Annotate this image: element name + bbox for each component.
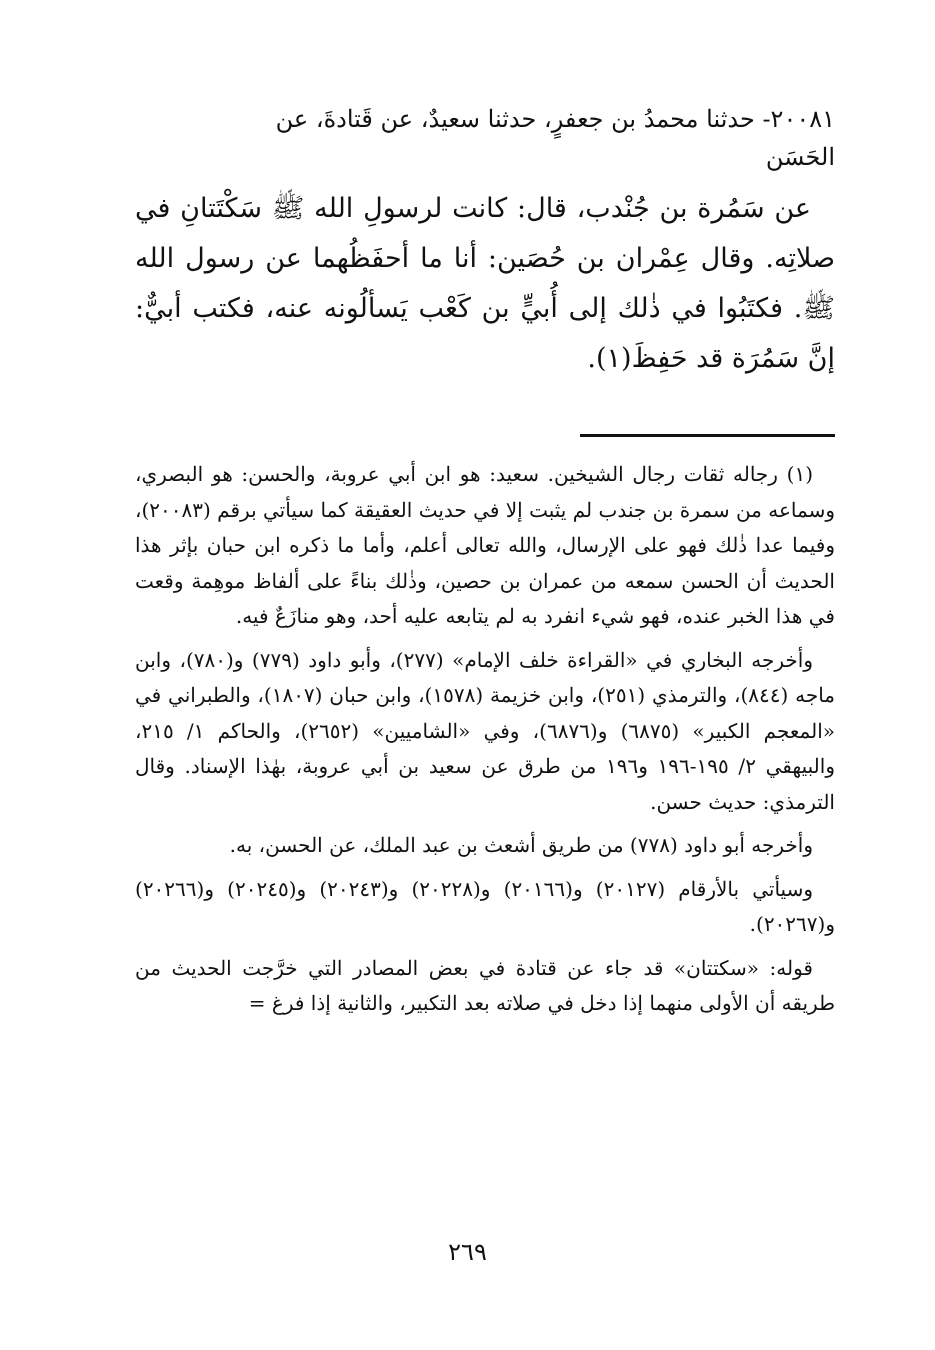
footnotes	[135, 457, 835, 1022]
footnote-divider	[580, 434, 835, 437]
footnote-paragraph: وأخرجه البخاري في «القراءة خلف الإمام» (٢٧٧)، وأبو داود (٧٧٩) و(٧٨٠)، وابن ماجه (٨٤٤)، والترمذي (٢٥١)، وابن خزيمة (١٥٧٨)، وابن حبان (١٨٠٧)، والطبراني في «المعجم الكبير» (٦٨٧٥) و(٦٨٧٦)، وفي «الشاميين» (٢٦٥٢)، والحاكم ١/ ٢١٥، والبيهقي ٢/ ١٩٥-١٩٦ و١٩٦ من طرق عن سعيد بن أبي عروبة، بهٰذا الإسناد. وقال الترمذي: حديث حسن.	[135, 647, 836, 814]
page-number: ٢٦٩	[448, 1238, 487, 1266]
hadith-isnad-end: الحَسَن	[765, 143, 835, 171]
footnote-paragraph: وسيأتي بالأرقام (٢٠١٢٧) و(٢٠١٦٦) و(٢٠٢٢٨) و(٢٠٢٤٣) و(٢٠٢٤٥) و(٢٠٢٦٦) و(٢٠٢٦٧).	[135, 876, 835, 936]
hadith-isnad: ٢٠٠٨١- حدثنا محمدُ بن جعفرٍ، حدثنا سعيدٌ، عن قَتادةَ، عن	[275, 105, 835, 133]
footnote-paragraph: قوله: «سكتتان» قد جاء عن قتادة في بعض المصادر التي خرَّجت الحديث من طريقه أن الأولى منهما إذا دخل في صلاته بعد التكبير، والثانية إذا فرغ =	[135, 955, 835, 1015]
footnote-paragraph: وأخرجه أبو داود (٧٧٨) من طريق أشعث بن عبد الملك، عن الحسن، به.	[229, 833, 813, 857]
hadith-text: عن سَمُرة بن جُنْدب، قال: كانت لرسولِ الله ﷺ سَكْتَتانِ في صلاتِه. وقال عِمْران بن حُصَين: أنا ما أحفَظُهما عن رسول الله ﷺ. فكتَبُوا في ذٰلك إلى أُبيٍّ بن كَعْب يَسألُونه عنه، فكتب أبيٌّ: إنَّ سَمُرَة قد حَفِظَ(١).	[135, 193, 835, 374]
footnote-paragraph: (١) رجاله ثقات رجال الشيخين. سعيد: هو ابن أبي عروبة، والحسن: هو البصري، وسماعه من سمرة بن جندب لم يثبت إلا في حديث العقيقة كما سيأتي برقم (٢٠٠٨٣)، وفيما عدا ذٰلك فهو على الإرسال، والله تعالى أعلم، وأما ما ذكره ابن حبان بإثر هذا الحديث أن الحسن سمعه من عمران بن حصين، وذٰلك بناءً على ألفاظ موهِمة وقعت في هذا الخبر عنده، فهو شيء انفرد به لم يتابعه عليه أحد، وهو منازَعٌ فيه.	[135, 462, 835, 628]
page-body	[135, 100, 835, 1030]
